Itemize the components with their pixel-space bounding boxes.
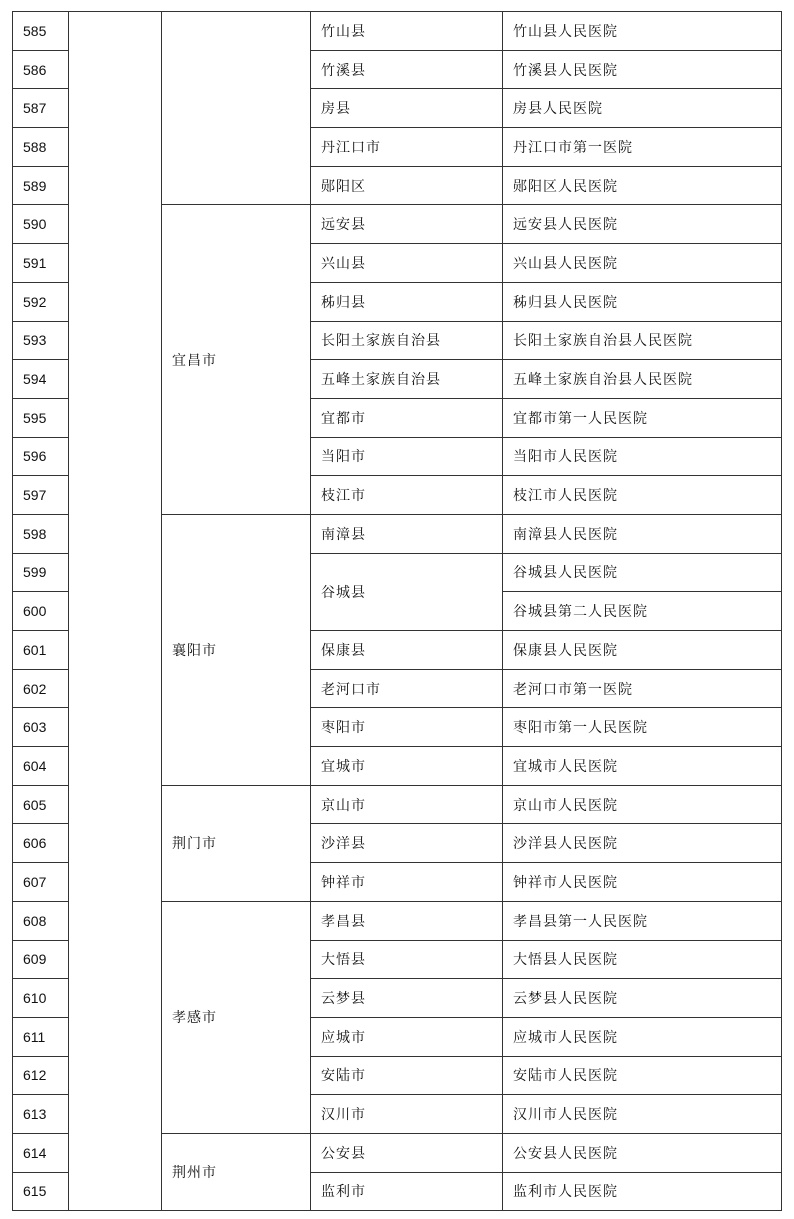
county-cell: 孝昌县 bbox=[311, 901, 503, 940]
row-number: 599 bbox=[13, 553, 69, 592]
hospital-cell: 云梦县人民医院 bbox=[503, 979, 782, 1018]
row-number: 594 bbox=[13, 360, 69, 399]
hospital-cell: 长阳土家族自治县人民医院 bbox=[503, 321, 782, 360]
hospital-cell: 房县人民医院 bbox=[503, 89, 782, 128]
row-number: 595 bbox=[13, 398, 69, 437]
hospital-cell: 保康县人民医院 bbox=[503, 631, 782, 670]
row-number: 587 bbox=[13, 89, 69, 128]
county-cell: 汉川市 bbox=[311, 1095, 503, 1134]
province-cell bbox=[69, 12, 162, 1211]
row-number: 592 bbox=[13, 282, 69, 321]
row-number: 605 bbox=[13, 785, 69, 824]
county-cell: 郧阳区 bbox=[311, 166, 503, 205]
county-cell: 安陆市 bbox=[311, 1056, 503, 1095]
row-number: 610 bbox=[13, 979, 69, 1018]
county-cell: 秭归县 bbox=[311, 282, 503, 321]
row-number: 604 bbox=[13, 747, 69, 786]
hospital-cell: 安陆市人民医院 bbox=[503, 1056, 782, 1095]
hospital-cell: 枝江市人民医院 bbox=[503, 476, 782, 515]
hospital-cell: 孝昌县第一人民医院 bbox=[503, 901, 782, 940]
row-number: 597 bbox=[13, 476, 69, 515]
row-number: 602 bbox=[13, 669, 69, 708]
hospital-cell: 沙洋县人民医院 bbox=[503, 824, 782, 863]
county-cell: 丹江口市 bbox=[311, 128, 503, 167]
county-cell: 远安县 bbox=[311, 205, 503, 244]
hospital-cell: 五峰土家族自治县人民医院 bbox=[503, 360, 782, 399]
hospital-cell: 钟祥市人民医院 bbox=[503, 863, 782, 902]
county-cell: 房县 bbox=[311, 89, 503, 128]
row-number: 601 bbox=[13, 631, 69, 670]
county-cell: 竹山县 bbox=[311, 12, 503, 51]
hospital-cell: 竹山县人民医院 bbox=[503, 12, 782, 51]
row-number: 614 bbox=[13, 1133, 69, 1172]
county-cell: 京山市 bbox=[311, 785, 503, 824]
county-cell: 枝江市 bbox=[311, 476, 503, 515]
row-number: 607 bbox=[13, 863, 69, 902]
county-cell: 保康县 bbox=[311, 631, 503, 670]
county-cell: 南漳县 bbox=[311, 514, 503, 553]
county-cell: 兴山县 bbox=[311, 244, 503, 283]
hospital-cell: 宜都市第一人民医院 bbox=[503, 398, 782, 437]
row-number: 609 bbox=[13, 940, 69, 979]
row-number: 611 bbox=[13, 1017, 69, 1056]
hospital-cell: 监利市人民医院 bbox=[503, 1172, 782, 1211]
hospital-cell: 老河口市第一医院 bbox=[503, 669, 782, 708]
hospital-cell: 秭归县人民医院 bbox=[503, 282, 782, 321]
city-cell: 孝感市 bbox=[162, 901, 311, 1133]
row-number: 606 bbox=[13, 824, 69, 863]
row-number: 593 bbox=[13, 321, 69, 360]
row-number: 603 bbox=[13, 708, 69, 747]
hospital-cell: 谷城县第二人民医院 bbox=[503, 592, 782, 631]
row-number: 615 bbox=[13, 1172, 69, 1211]
hospital-cell: 京山市人民医院 bbox=[503, 785, 782, 824]
hospital-cell: 丹江口市第一医院 bbox=[503, 128, 782, 167]
hospital-cell: 南漳县人民医院 bbox=[503, 514, 782, 553]
hospital-cell: 兴山县人民医院 bbox=[503, 244, 782, 283]
row-number: 596 bbox=[13, 437, 69, 476]
city-cell: 襄阳市 bbox=[162, 514, 311, 785]
county-cell: 应城市 bbox=[311, 1017, 503, 1056]
table-body bbox=[13, 12, 782, 1211]
hospital-cell: 汉川市人民医院 bbox=[503, 1095, 782, 1134]
county-cell: 钟祥市 bbox=[311, 863, 503, 902]
city-cell bbox=[162, 12, 311, 205]
city-cell: 荆门市 bbox=[162, 785, 311, 901]
county-cell: 谷城县 bbox=[311, 553, 503, 630]
hospital-cell: 远安县人民医院 bbox=[503, 205, 782, 244]
row-number: 586 bbox=[13, 50, 69, 89]
row-number: 612 bbox=[13, 1056, 69, 1095]
county-cell: 宜城市 bbox=[311, 747, 503, 786]
county-cell: 五峰土家族自治县 bbox=[311, 360, 503, 399]
hospital-cell: 枣阳市第一人民医院 bbox=[503, 708, 782, 747]
county-cell: 云梦县 bbox=[311, 979, 503, 1018]
city-cell: 荆州市 bbox=[162, 1133, 311, 1210]
county-cell: 公安县 bbox=[311, 1133, 503, 1172]
row-number: 590 bbox=[13, 205, 69, 244]
county-cell: 监利市 bbox=[311, 1172, 503, 1211]
county-cell: 沙洋县 bbox=[311, 824, 503, 863]
city-cell: 宜昌市 bbox=[162, 205, 311, 515]
row-number: 600 bbox=[13, 592, 69, 631]
hospital-cell: 当阳市人民医院 bbox=[503, 437, 782, 476]
hospital-cell: 竹溪县人民医院 bbox=[503, 50, 782, 89]
row-number: 588 bbox=[13, 128, 69, 167]
county-cell: 枣阳市 bbox=[311, 708, 503, 747]
county-cell: 大悟县 bbox=[311, 940, 503, 979]
hospital-cell: 公安县人民医院 bbox=[503, 1133, 782, 1172]
county-cell: 老河口市 bbox=[311, 669, 503, 708]
county-cell: 长阳土家族自治县 bbox=[311, 321, 503, 360]
hospital-cell: 应城市人民医院 bbox=[503, 1017, 782, 1056]
county-cell: 当阳市 bbox=[311, 437, 503, 476]
row-number: 598 bbox=[13, 514, 69, 553]
hospital-cell: 大悟县人民医院 bbox=[503, 940, 782, 979]
row-number: 589 bbox=[13, 166, 69, 205]
row-number: 591 bbox=[13, 244, 69, 283]
row-number: 608 bbox=[13, 901, 69, 940]
hospital-cell: 郧阳区人民医院 bbox=[503, 166, 782, 205]
table-row bbox=[13, 12, 782, 51]
hospital-cell: 宜城市人民医院 bbox=[503, 747, 782, 786]
hospital-table bbox=[12, 11, 782, 1211]
county-cell: 宜都市 bbox=[311, 398, 503, 437]
row-number: 613 bbox=[13, 1095, 69, 1134]
hospital-cell: 谷城县人民医院 bbox=[503, 553, 782, 592]
row-number: 585 bbox=[13, 12, 69, 51]
county-cell: 竹溪县 bbox=[311, 50, 503, 89]
